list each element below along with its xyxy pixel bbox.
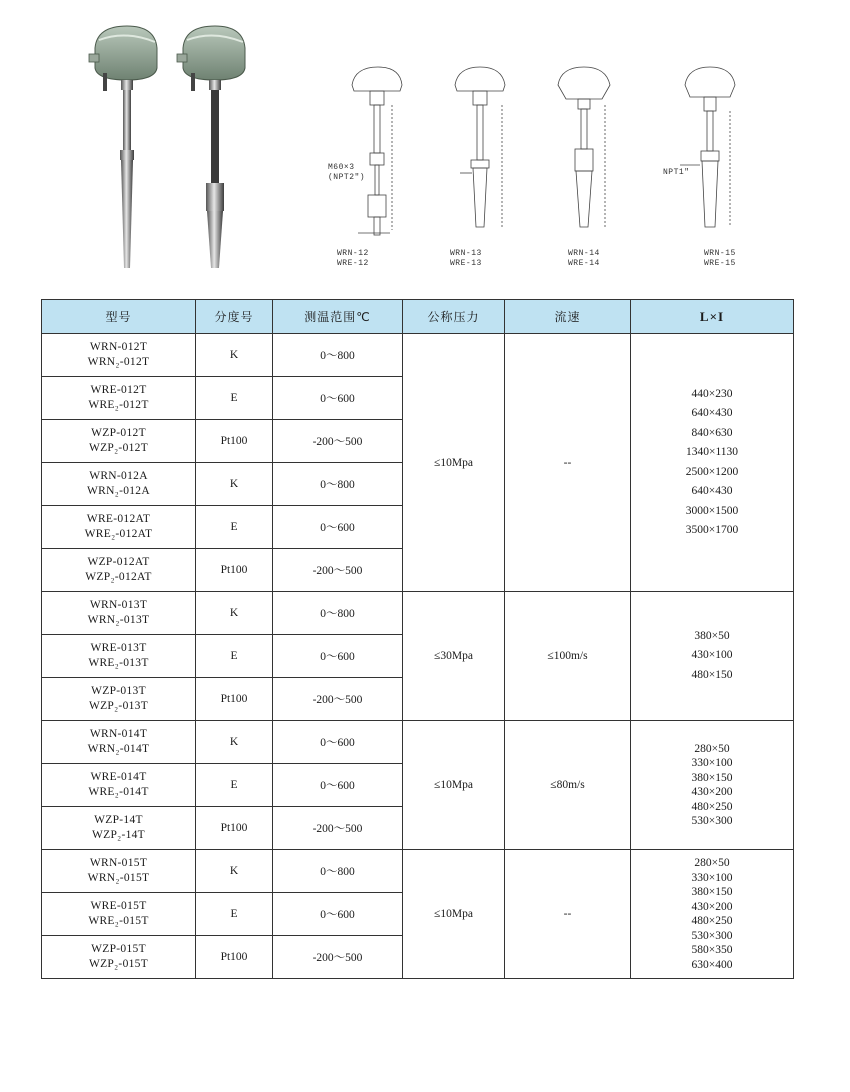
drawing-label-12: WRN-12 WRE-12: [337, 249, 369, 268]
drawing-wrn-15: [680, 67, 735, 227]
thermocouple-photo-right: [177, 26, 245, 268]
spec-table: [41, 299, 794, 979]
model-name: WRN₂-012T: [87, 356, 150, 368]
model-name: WZP₂-015T: [88, 958, 149, 970]
model-name: WRE₂-012T: [88, 399, 149, 411]
graduation-cell: K: [196, 721, 273, 764]
graduation-cell: K: [196, 592, 273, 635]
table-header-row: [42, 300, 794, 334]
drawing-label-15: WRN-15 WRE-15: [704, 249, 736, 268]
lxl-cell: [631, 850, 794, 979]
drawing-wrn-13: [455, 67, 505, 227]
lxl-cell: [631, 334, 794, 592]
model-name: WRE₂-015T: [88, 915, 149, 927]
header-pressure: 公称压力: [403, 300, 505, 334]
graduation-cell: Pt100: [196, 549, 273, 592]
model-name: WZP-012AT: [87, 556, 150, 568]
lxl-value: 1340×1130: [685, 446, 739, 458]
graduation-cell: E: [196, 377, 273, 420]
lxl-value: 380×150: [691, 771, 733, 784]
model-cell: [42, 764, 196, 807]
lxl-value: 440×230: [691, 387, 733, 400]
header-flow: 流速: [505, 300, 631, 334]
flow-cell: --: [505, 334, 631, 592]
model-name: WRE-012AT: [86, 513, 151, 525]
model-cell: [42, 463, 196, 506]
temp-range-cell: 0～600: [273, 506, 403, 549]
flow-cell: --: [505, 850, 631, 979]
model-cell: [42, 807, 196, 850]
lxl-value: 640×430: [691, 407, 733, 419]
header-graduation: 分度号: [196, 300, 273, 334]
lxl-value: 840×630: [691, 426, 733, 439]
graduation-cell: Pt100: [196, 807, 273, 850]
temp-range-cell: 0～800: [273, 334, 403, 377]
lxl-value: 480×250: [691, 915, 733, 927]
lxl-value: 640×430: [691, 485, 733, 497]
pressure-cell: ≤10Mpa: [403, 850, 505, 979]
model-name: WRN-014T: [89, 728, 148, 740]
model-cell: [42, 635, 196, 678]
lxl-value: 480×150: [691, 668, 733, 681]
model-cell: [42, 678, 196, 721]
model-name: WRN-015T: [89, 857, 148, 869]
lxl-value: 380×150: [691, 886, 733, 898]
graduation-cell: E: [196, 893, 273, 936]
model-name: WRN-013T: [89, 599, 148, 611]
header-model: 型号: [42, 300, 196, 334]
temp-range-cell: -200～500: [273, 420, 403, 463]
lxl-value: 330×100: [691, 757, 733, 769]
table-row: [42, 592, 794, 635]
lxl-value: 280×50: [694, 742, 730, 755]
model-cell: [42, 334, 196, 377]
model-name: WRE₂-014T: [88, 786, 149, 798]
lxl-value: 430×200: [691, 786, 733, 798]
lxl-value: 430×200: [691, 900, 733, 913]
lxl-value: 430×100: [691, 649, 733, 662]
model-name: WRN-012A: [89, 470, 148, 482]
graduation-cell: K: [196, 334, 273, 377]
graduation-cell: K: [196, 850, 273, 893]
model-name: WRN₂-013T: [87, 614, 150, 626]
drawing-thread-label-15: NPT1": [663, 168, 690, 177]
model-cell: [42, 377, 196, 420]
lxl-value: 3000×1500: [685, 504, 739, 517]
table-body: [42, 334, 794, 979]
temp-range-cell: 0～600: [273, 764, 403, 807]
lxl-value: 480×250: [691, 800, 733, 813]
drawing-thread-label-12: M60×3 (NPT2"): [328, 163, 366, 182]
table-row: [42, 334, 794, 377]
flow-cell: ≤100m/s: [505, 592, 631, 721]
header-temp-range: 测温范围℃: [273, 300, 403, 334]
graduation-cell: E: [196, 635, 273, 678]
temp-range-cell: 0～800: [273, 850, 403, 893]
drawing-label-13: WRN-13 WRE-13: [450, 249, 482, 268]
temp-range-cell: -200～500: [273, 678, 403, 721]
lxl-value: 630×400: [691, 958, 733, 971]
model-name: WRE₂-013T: [88, 657, 149, 669]
model-name: WZP-14T: [94, 814, 143, 826]
lxl-value: 380×50: [694, 629, 730, 642]
graduation-cell: Pt100: [196, 936, 273, 979]
temp-range-cell: 0～800: [273, 463, 403, 506]
temp-range-cell: -200～500: [273, 807, 403, 850]
model-name: WRN₂-012A: [87, 485, 150, 497]
pressure-cell: ≤10Mpa: [403, 721, 505, 850]
model-name: WZP-013T: [91, 685, 146, 697]
graduation-cell: K: [196, 463, 273, 506]
drawing-label-14: WRN-14 WRE-14: [568, 249, 600, 268]
model-cell: [42, 549, 196, 592]
pressure-cell: ≤10Mpa: [403, 334, 505, 592]
model-name: WZP₂-012AT: [85, 571, 152, 583]
temp-range-cell: 0～600: [273, 635, 403, 678]
model-name: WRE-014T: [90, 771, 147, 783]
model-name: WRE₂-012AT: [84, 528, 153, 540]
temp-range-cell: 0～800: [273, 592, 403, 635]
graduation-cell: E: [196, 506, 273, 549]
drawing-outlines: [330, 55, 760, 275]
flow-cell: ≤80m/s: [505, 721, 631, 850]
model-cell: [42, 506, 196, 549]
graduation-cell: Pt100: [196, 678, 273, 721]
model-name: WZP₂-14T: [91, 829, 146, 841]
model-name: WZP-012T: [91, 427, 146, 439]
model-name: WZP₂-012T: [88, 442, 149, 454]
pressure-cell: ≤30Mpa: [403, 592, 505, 721]
graduation-cell: Pt100: [196, 420, 273, 463]
temp-range-cell: -200～500: [273, 549, 403, 592]
thermocouple-photo-left: [89, 26, 157, 268]
model-cell: [42, 936, 196, 979]
technical-drawings: [330, 55, 760, 275]
table-row: [42, 850, 794, 893]
model-cell: [42, 420, 196, 463]
model-cell: [42, 592, 196, 635]
lxl-value: 2500×1200: [685, 465, 739, 478]
graduation-cell: E: [196, 764, 273, 807]
drawing-wrn-12: [352, 67, 402, 235]
temp-range-cell: 0～600: [273, 893, 403, 936]
model-name: WZP-015T: [91, 943, 146, 955]
lxl-value: 530×300: [691, 929, 733, 942]
model-name: WZP₂-013T: [88, 700, 149, 712]
lxl-cell: [631, 721, 794, 850]
temp-range-cell: 0～600: [273, 721, 403, 764]
lxl-value: 580×350: [691, 944, 733, 956]
temp-range-cell: -200～500: [273, 936, 403, 979]
model-name: WRE-013T: [90, 642, 147, 654]
model-cell: [42, 850, 196, 893]
model-name: WRN-012T: [89, 341, 148, 353]
model-name: WRE-012T: [90, 384, 147, 396]
lxl-value: 280×50: [694, 857, 730, 869]
temp-range-cell: 0～600: [273, 377, 403, 420]
product-photos: [85, 18, 260, 273]
drawing-wrn-14: [558, 67, 610, 227]
lxl-value: 3500×1700: [685, 524, 739, 536]
model-cell: [42, 893, 196, 936]
model-name: WRN₂-015T: [87, 872, 150, 884]
lxl-value: 530×300: [691, 815, 733, 827]
model-cell: [42, 721, 196, 764]
model-name: WRE-015T: [90, 900, 147, 912]
model-name: WRN₂-014T: [87, 743, 150, 755]
header-lxl: L×I: [631, 300, 794, 334]
lxl-cell: [631, 592, 794, 721]
table-row: [42, 721, 794, 764]
lxl-value: 330×100: [691, 871, 733, 884]
